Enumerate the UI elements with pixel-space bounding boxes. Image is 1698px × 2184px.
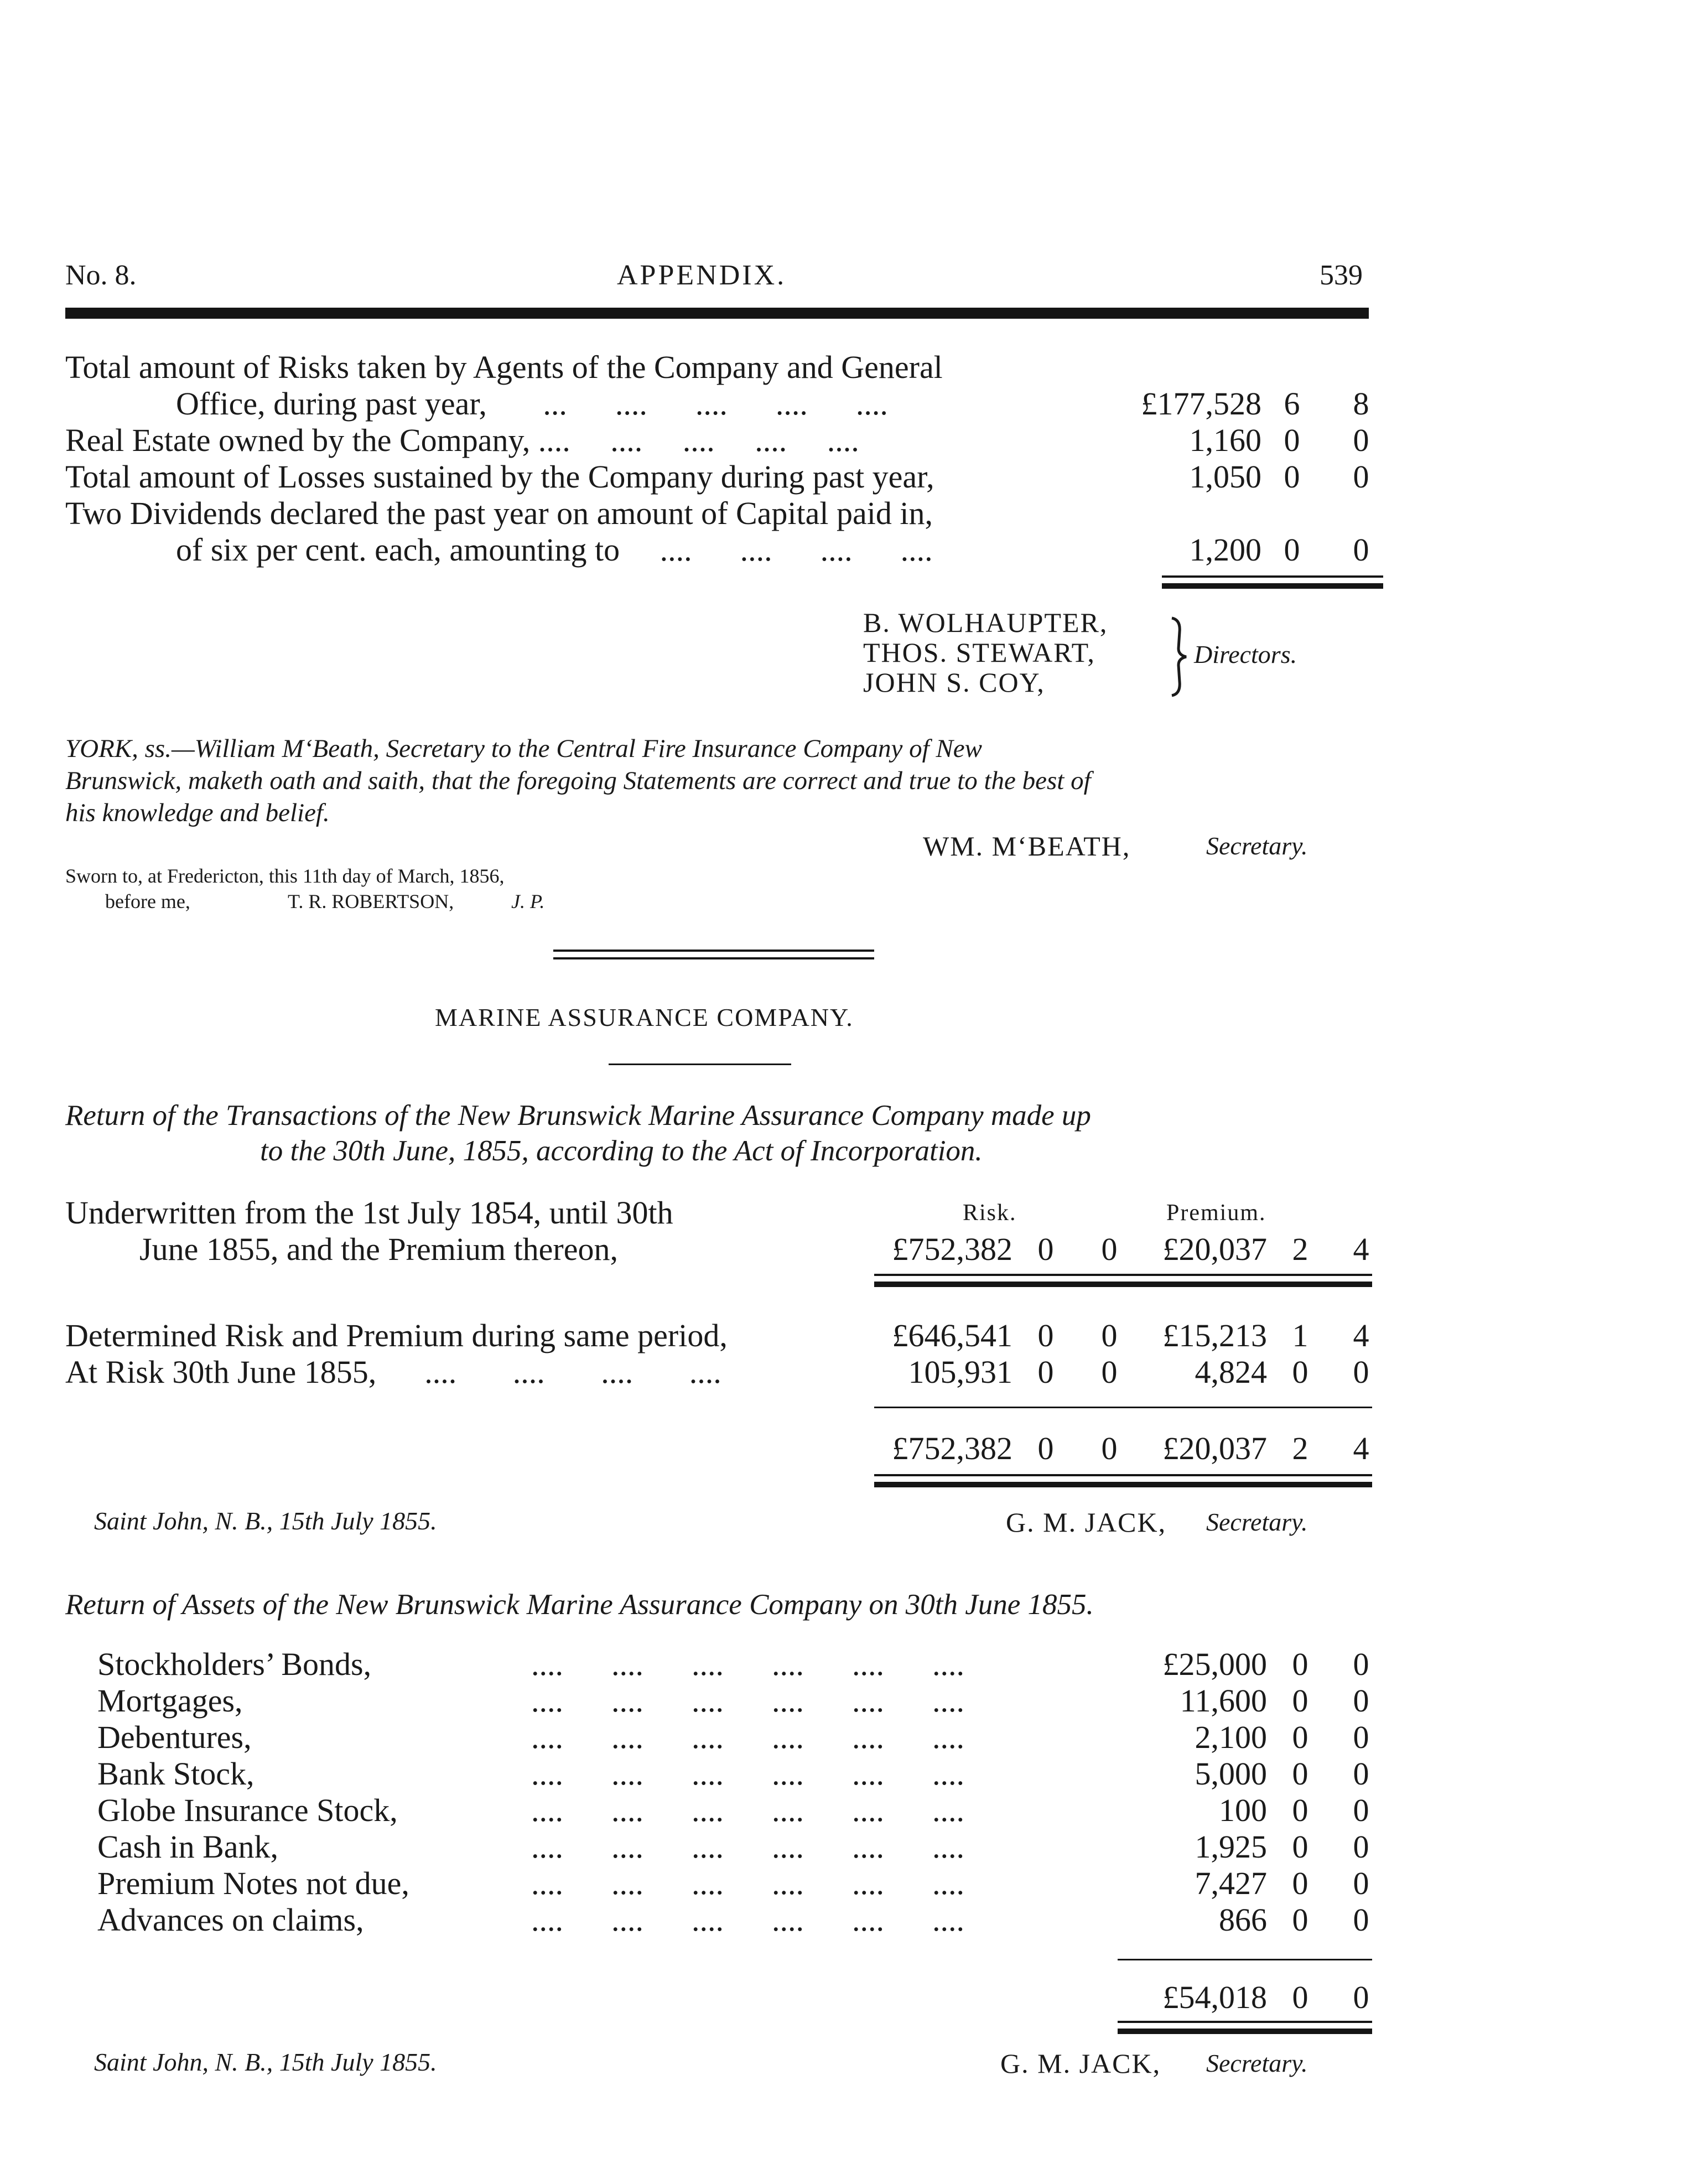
amount-pence: 8 — [1353, 386, 1369, 422]
asset-amount-pounds: 5,000 — [1195, 1756, 1267, 1792]
section-divider — [553, 957, 874, 959]
asset-amount-pence: 0 — [1353, 1756, 1369, 1792]
asset-amount-pounds: £25,000 — [1162, 1646, 1267, 1682]
amount-shillings: 0 — [1284, 422, 1300, 458]
asset-amount-pence: 0 — [1353, 1683, 1369, 1719]
premium-shillings: 2 — [1292, 1430, 1308, 1466]
sworn-line: Sworn to, at Fredericton, this 11th day of March, 1856, — [65, 865, 505, 887]
asset-amount-pounds: 866 — [1219, 1902, 1267, 1938]
secretary-name: G. M. JACK, — [1000, 2048, 1161, 2079]
risk-pounds: £646,541 — [892, 1317, 1012, 1353]
place-date: Saint John, N. B., 15th July 1855. — [94, 2048, 437, 2076]
asset-amount-shillings: 0 — [1292, 1756, 1308, 1792]
statement-line: Total amount of Losses sustained by the Company during past year, — [65, 459, 934, 495]
brace-icon — [1167, 615, 1190, 698]
asset-amount-pence: 0 — [1353, 1719, 1369, 1755]
dot-leader: .... .... .... .... .... .... — [531, 1829, 964, 1865]
asset-amount-pounds: 2,100 — [1195, 1719, 1267, 1755]
asset-label: Premium Notes not due, — [97, 1865, 409, 1901]
premium-pounds: £20,037 — [1162, 1231, 1267, 1267]
total-rule — [1118, 2021, 1372, 2023]
place-date: Saint John, N. B., 15th July 1855. — [94, 1507, 437, 1535]
asset-label: Cash in Bank, — [97, 1829, 279, 1865]
premium-pence: 4 — [1353, 1430, 1369, 1466]
asset-amount-shillings: 0 — [1292, 1719, 1308, 1755]
signature-title: Secretary. — [1206, 832, 1308, 860]
premium-total: £20,037 — [1162, 1430, 1267, 1466]
asset-label: Bank Stock, — [97, 1756, 255, 1792]
risk-shillings: 0 — [1037, 1317, 1054, 1353]
director-name: JOHN S. COY, — [863, 667, 1045, 698]
oath-line: his knowledge and belief. — [65, 798, 330, 827]
premium-shillings: 0 — [1292, 1354, 1308, 1390]
dot-leader: .... .... .... .... .... .... — [531, 1792, 964, 1828]
dot-leader: .... .... .... .... .... .... — [531, 1646, 964, 1682]
risk-shillings: 0 — [1037, 1430, 1054, 1466]
asset-amount-shillings: 0 — [1292, 1646, 1308, 1682]
section-divider — [553, 950, 874, 952]
asset-amount-pence: 0 — [1353, 1829, 1369, 1865]
statement-line: Total amount of Risks taken by Agents of the Company and General — [65, 349, 943, 385]
asset-amount-pence: 0 — [1353, 1902, 1369, 1938]
risk-shillings: 0 — [1037, 1354, 1054, 1390]
asset-amount-pence: 0 — [1353, 1792, 1369, 1828]
sworn-line: before me, — [105, 890, 190, 912]
transaction-line: June 1855, and the Premium thereon, — [139, 1231, 618, 1267]
asset-amount-shillings: 0 — [1292, 1902, 1308, 1938]
asset-label: Advances on claims, — [97, 1902, 364, 1938]
total-rule — [874, 1282, 1372, 1287]
risk-pounds: 105,931 — [908, 1354, 1012, 1390]
risk-pence: 0 — [1101, 1430, 1118, 1466]
premium-pence: 4 — [1353, 1317, 1369, 1353]
secretary-title: Secretary. — [1206, 2049, 1308, 2077]
premium-pence: 4 — [1353, 1231, 1369, 1267]
risk-pence: 0 — [1101, 1317, 1118, 1353]
directors-label: Directors. — [1194, 640, 1297, 668]
premium-pence: 0 — [1353, 1354, 1369, 1390]
justice-title: J. P. — [511, 890, 545, 912]
transaction-line: At Risk 30th June 1855, .... .... .... .... — [65, 1354, 721, 1390]
premium-pounds: 4,824 — [1195, 1354, 1267, 1390]
premium-pounds: £15,213 — [1162, 1317, 1267, 1353]
column-header-risk: Risk. — [963, 1200, 1017, 1226]
transaction-line: Determined Risk and Premium during same period, — [65, 1317, 728, 1353]
amount-pounds: 1,160 — [1189, 422, 1261, 458]
justice-name: T. R. ROBERTSON, — [288, 890, 454, 912]
secretary-title: Secretary. — [1206, 1508, 1308, 1536]
risk-pounds: £752,382 — [892, 1231, 1012, 1267]
amount-shillings: 0 — [1284, 459, 1300, 495]
dot-leader: .... .... .... .... .... .... — [531, 1683, 964, 1719]
total-rule — [1118, 2029, 1372, 2034]
risk-pence: 0 — [1101, 1354, 1118, 1390]
risk-total: £752,382 — [892, 1430, 1012, 1466]
section-title: MARINE ASSURANCE COMPANY. — [435, 1003, 854, 1031]
section-number: No. 8. — [65, 260, 137, 291]
header-rule — [65, 308, 1369, 319]
page-number: 539 — [1320, 260, 1363, 291]
asset-amount-pounds: 11,600 — [1180, 1683, 1267, 1719]
return-title-line: to the 30th June, 1855, according to the Act of Incorporation. — [260, 1135, 983, 1167]
oath-line: YORK, ss.—William M‘Beath, Secretary to the Central Fire Insurance Company of New — [65, 734, 983, 763]
total-rule — [1162, 583, 1383, 589]
asset-label: Globe Insurance Stock, — [97, 1792, 398, 1828]
risk-shillings: 0 — [1037, 1231, 1054, 1267]
total-rule — [874, 1474, 1372, 1476]
amount-pounds: 1,050 — [1189, 459, 1261, 495]
statement-line: Two Dividends declared the past year on amount of Capital paid in, — [65, 495, 933, 531]
statement-line: of six per cent. each, amounting to .... .... .... .... — [176, 532, 933, 568]
asset-amount-pence: 0 — [1353, 1865, 1369, 1901]
statement-line: Real Estate owned by the Company, .... .... .... .... .... — [65, 422, 859, 458]
dot-leader: .... .... .... .... .... .... — [531, 1756, 964, 1792]
amount-pence: 0 — [1353, 459, 1369, 495]
premium-shillings: 1 — [1292, 1317, 1308, 1353]
asset-label: Stockholders’ Bonds, — [97, 1646, 372, 1682]
asset-amount-pounds: 100 — [1219, 1792, 1267, 1828]
signature-name: WM. M‘BEATH, — [923, 831, 1131, 862]
amount-pounds: £177,528 — [1141, 386, 1261, 422]
assets-total-pence: 0 — [1353, 1979, 1369, 2015]
return-title-line: Return of the Transactions of the New Brunswick Marine Assurance Company made up — [65, 1099, 1091, 1132]
premium-shillings: 2 — [1292, 1231, 1308, 1267]
dot-leader: .... .... .... .... .... .... — [531, 1865, 964, 1901]
asset-amount-pounds: 1,925 — [1195, 1829, 1267, 1865]
amount-shillings: 6 — [1284, 386, 1300, 422]
assets-total-pounds: £54,018 — [1162, 1979, 1267, 2015]
asset-amount-pounds: 7,427 — [1195, 1865, 1267, 1901]
dot-leader: .... .... .... .... .... .... — [531, 1719, 964, 1755]
amount-shillings: 0 — [1284, 532, 1300, 568]
asset-label: Mortgages, — [97, 1683, 243, 1719]
asset-amount-shillings: 0 — [1292, 1683, 1308, 1719]
director-name: THOS. STEWART, — [863, 637, 1095, 668]
transaction-line: Underwritten from the 1st July 1854, until 30th — [65, 1195, 673, 1231]
dot-leader: .... .... .... .... .... .... — [531, 1902, 964, 1938]
subtotal-rule — [1118, 1959, 1372, 1960]
asset-label: Debentures, — [97, 1719, 252, 1755]
asset-amount-shillings: 0 — [1292, 1829, 1308, 1865]
statement-line: Office, during past year, ... .... .... .... .... — [176, 386, 888, 422]
amount-pence: 0 — [1353, 422, 1369, 458]
assets-title: Return of Assets of the New Brunswick Marine Assurance Company on 30th June 1855. — [65, 1589, 1094, 1621]
amount-pence: 0 — [1353, 532, 1369, 568]
assets-total-shillings: 0 — [1292, 1979, 1308, 2015]
risk-pence: 0 — [1101, 1231, 1118, 1267]
total-rule — [874, 1482, 1372, 1487]
subtotal-rule — [874, 1407, 1372, 1408]
asset-amount-pence: 0 — [1353, 1646, 1369, 1682]
oath-line: Brunswick, maketh oath and saith, that the foregoing Statements are correct and true to the best of — [65, 766, 1091, 795]
column-header-premium: Premium. — [1166, 1200, 1266, 1226]
secretary-name: G. M. JACK, — [1006, 1507, 1167, 1538]
total-rule — [874, 1274, 1372, 1276]
amount-pounds: 1,200 — [1189, 532, 1261, 568]
title-underline — [609, 1064, 791, 1065]
director-name: B. WOLHAUPTER, — [863, 607, 1108, 638]
asset-amount-shillings: 0 — [1292, 1865, 1308, 1901]
asset-amount-shillings: 0 — [1292, 1792, 1308, 1828]
total-rule — [1162, 575, 1383, 578]
page-header-title: APPENDIX. — [617, 260, 787, 291]
